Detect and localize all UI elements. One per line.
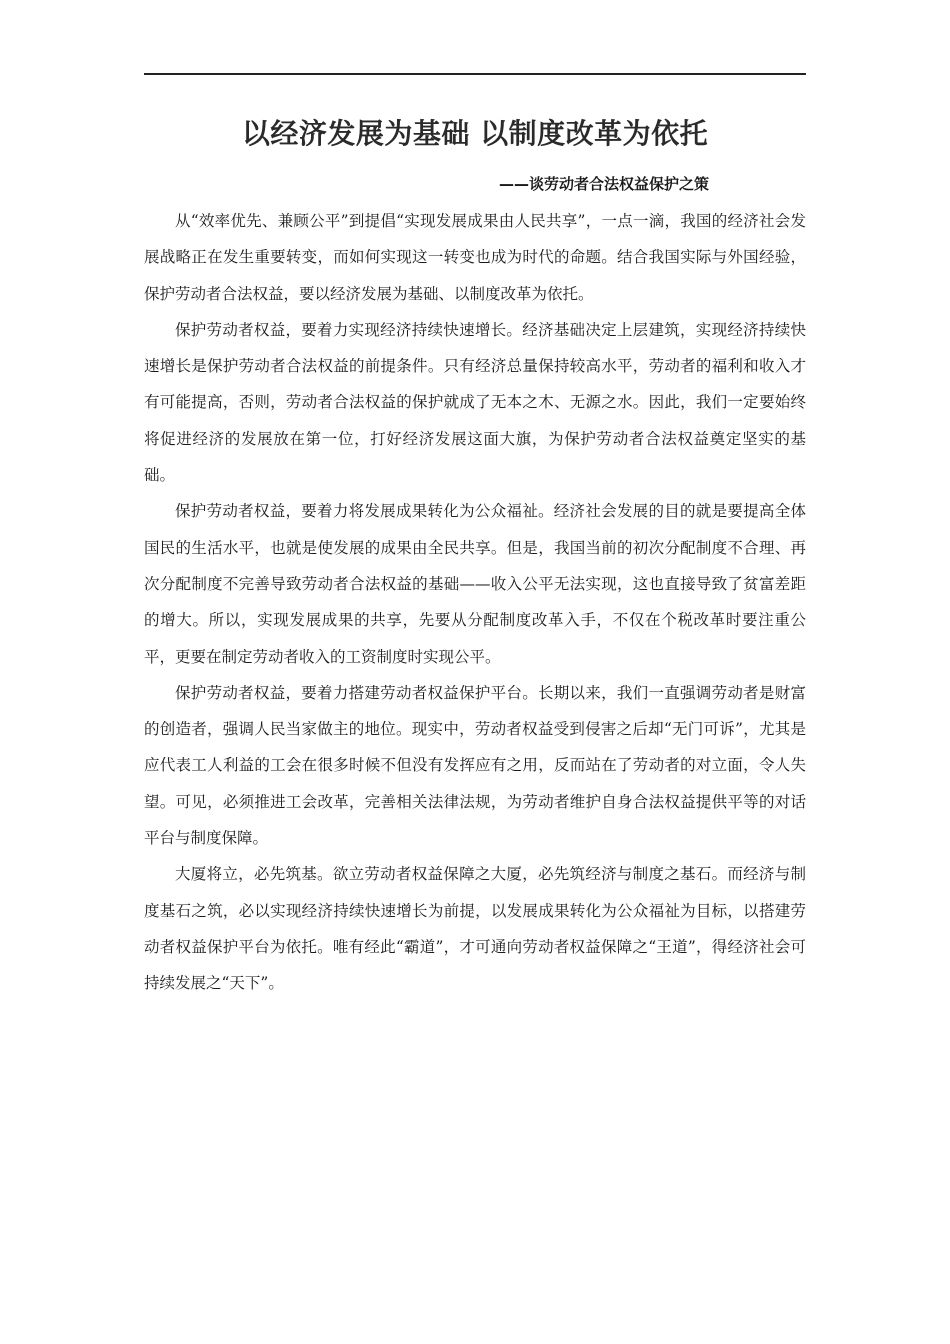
article-title: 以经济发展为基础 以制度改革为依托	[241, 117, 709, 150]
paragraph-protection-platform: 保护劳动者权益，要着力搭建劳动者权益保护平台。长期以来，我们一直强调劳动者是财富的创造者，强调人民当家做主的地位。现实中，劳动者权益受到侵害之后却“无门可诉”，尤其是应代表工人利益的工会在很多时候不但没有发挥应有之用，反而站在了劳动者的对立面，令人失望。可见，必须推进工会改革，完善相关法律法规，为劳动者维护自身合法权益提供平等的对话平台与制度保障。	[144, 683, 806, 848]
article-subtitle: ——谈劳动者合法权益保护之策	[498, 175, 709, 193]
header-rule	[144, 73, 806, 75]
paragraph-intro: 从“效率优先、兼顾公平”到提倡“实现发展成果由人民共享”，一点一滴，我国的经济社会发展战略正在发生重要转变，而如何实现这一转变也成为时代的命题。结合我国实际与外国经验，保护劳动者合法权益，要以经济发展为基础、以制度改革为依托。	[144, 212, 806, 303]
paragraph-public-welfare: 保护劳动者权益，要着力将发展成果转化为公众福祉。经济社会发展的目的就是要提高全体国民的生活水平，也就是使发展的成果由全民共享。但是，我国当前的初次分配制度不合理、再次分配制度不完善导致劳动者合法权益的基础——收入公平无法实现，这也直接导致了贫富差距的增大。所以，实现发展成果的共享，先要从分配制度改革入手，不仅在个税改革时要注重公平，更要在制定劳动者收入的工资制度时实现公平。	[144, 502, 806, 666]
paragraph-economic-growth: 保护劳动者权益，要着力实现经济持续快速增长。经济基础决定上层建筑，实现经济持续快速增长是保护劳动者合法权益的前提条件。只有经济总量保持较高水平，劳动者的福利和收入才有可能提高，否则，劳动者合法权益的保护就成了无本之木、无源之水。因此，我们一定要始终将促进经济的发展放在第一位，打好经济发展这面大旗，为保护劳动者合法权益奠定坚实的基础。	[144, 320, 806, 485]
paragraph-conclusion: 大厦将立，必先筑基。欲立劳动者权益保障之大厦，必先筑经济与制度之基石。而经济与制度基石之筑，必以实现经济持续快速增长为前提，以发展成果转化为公众福祉为目标，以搭建劳动者权益保护平台为依托。唯有经此“霸道”，才可通向劳动者权益保障之“王道”，得经济社会可持续发展之“天下”。	[144, 865, 806, 993]
article-body	[144, 203, 806, 1002]
